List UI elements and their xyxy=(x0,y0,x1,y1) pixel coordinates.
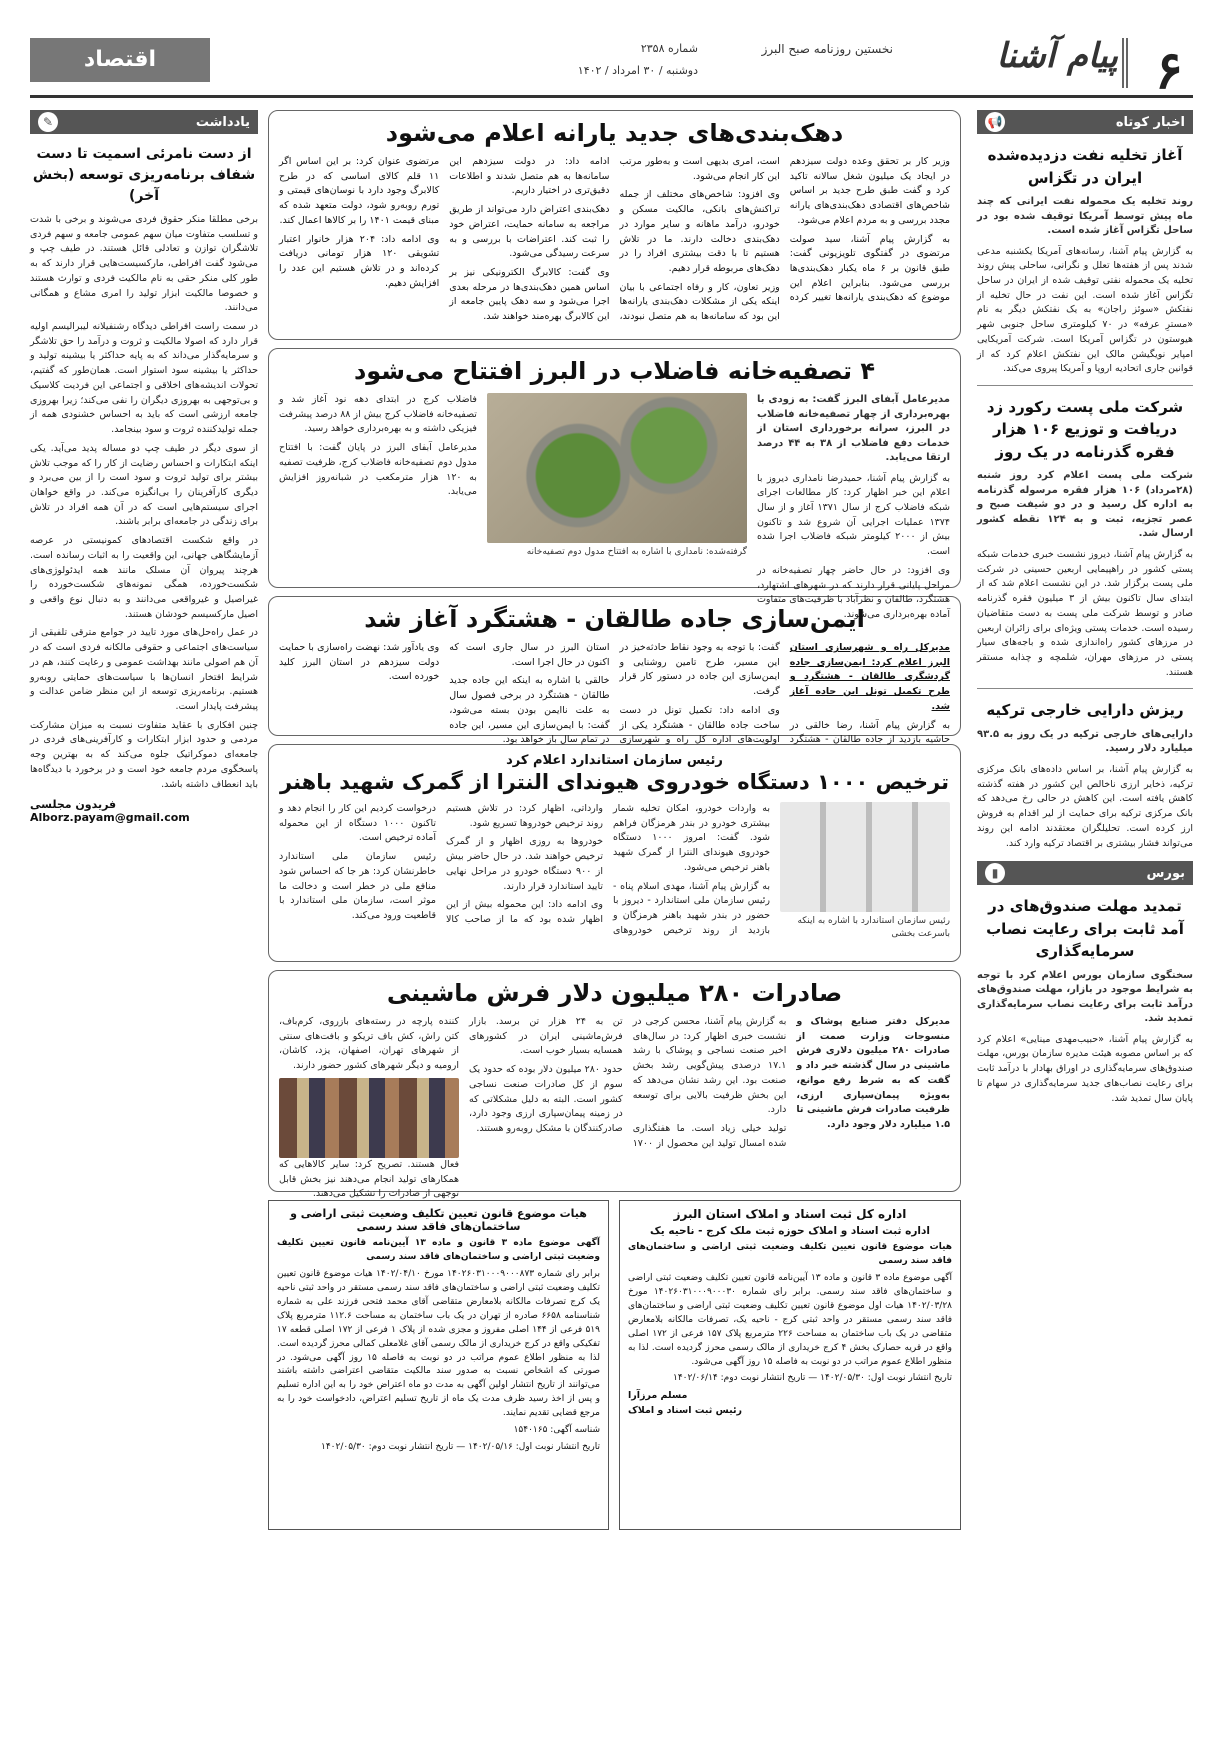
briefs-header xyxy=(977,110,1193,134)
op-ed-label: یادداشت xyxy=(195,114,250,130)
op-ed-column xyxy=(30,110,258,824)
article-paragraph: به گزارش پیام آشنا، رضا خالقی در حاشیه بازدید از جاده طالقان - هشتگرد گفت: با توجه به وجود نقاط حادثه‌خیز در این مسیر، طرح تامین روشنایی و ایمن‌سازی این جاده در دستور کار قرار گرفت. xyxy=(619,642,950,746)
photo-caption: رئیس سازمان استاندارد با اشاره به اینکه باسرعت بخشی xyxy=(797,916,950,939)
page-number: ۶ xyxy=(1155,40,1183,101)
main-column xyxy=(268,110,961,1530)
article-body xyxy=(279,155,950,325)
brief-lead: روند تخلیه یک محموله نفت ایرانی که چند ماه پیش توسط آمریکا توقیف شده بود در ساحل تگزاس آغاز شده است. xyxy=(977,196,1193,236)
article-paragraph: مدیرعامل آبفای البرز در پایان گفت: با افتتاح مدول دوم تصفیه‌خانه فاضلاب کرج، ظرفیت تصفیه به ۱۲۰ هزار مترمکعب در شبانه‌روز افزایش می‌یابد. xyxy=(279,442,477,498)
article-title: ۴ تصفیه‌خانه فاضلاب در البرز افتتاح می‌شود xyxy=(353,357,876,385)
notice-subtitle: اداره ثبت اسناد و املاک حوزه ثبت ملک کرج - ناحیه یک xyxy=(650,1225,930,1237)
bourse-box xyxy=(977,861,1193,1106)
notice-registry xyxy=(619,1200,961,1530)
notice-code: شناسه آگهی: ۱۵۴۰۱۶۵ xyxy=(513,1425,600,1436)
article-paragraph: وی ادامه داد: ۲۰۴ هزار خانوار اعتبار تشویقی ۱۲۰ هزار تومانی دریافت کرده‌اند و در تلاش هستیم این عدد را افزایش دهیم. xyxy=(279,233,440,289)
brief-body: به گزارش پیام آشنا، رسانه‌های آمریکا یکشنبه مدعی شدند پس از هفته‌ها تعلل و نگرانی، ساحلی پیش روند تخلیه یک محموله نفتی توقیف شده از ایران در ساحل تگزاس آغاز شده است. این نفت در حال تخلیه از نفتکش «سوئز راجان» به یک نفتکش دیگر به نام «مسترِ عرفه» در ۷۰ کیلومتری ساحل جنوبی شهر هیوستون در تگزاس آمریکا است. شرکت آمریکایی امپایر نویگیشن مالک این نفتکش اعلام کرد که از قوانین جاری اتحادیه اروپا و آمریکا پیروی می‌کند. xyxy=(977,245,1193,375)
issue-number: شماره ۲۳۵۸ xyxy=(640,42,698,55)
brief-lead: دارایی‌های خارجی ترکیه در یک روز به ۹۳.۵ میلیارد دلار رسید. xyxy=(977,728,1193,755)
notice-signer: مسلم مرزآرا xyxy=(628,1390,688,1402)
article-body xyxy=(279,641,950,748)
article-layout xyxy=(279,802,950,940)
article-paragraph: به گزارش پیام آشنا، سید صولت مرتضوی در گفتگوی تلویزیونی گفت: طبق قانون بر ۶ ماه یکبار دهک‌بندی‌ها بررسی می‌شود. بنابراین اعلام این موضوع که دهک‌بندی یارانه‌ها تغییر کرده است، امری بدیهی است و به‌طور مرتب این کار انجام می‌شود. xyxy=(619,156,950,304)
brief-item xyxy=(977,144,1193,377)
article-paragraph: فاضلاب کرج در ابتدای دهه نود آغاز شد و تصفیه‌خانه فاضلاب کرج بیش از ۸۸ درصد پیشرفت فیزیکی داشته و به بهره‌برداری خواهد رسید. xyxy=(279,394,477,435)
article-lead: مدیرکل دفتر صنایع پوشاک و منسوجات وزارت صمت از صادرات ۲۸۰ میلیون دلاری فرش ماشینی در سال گذشته خبر داد و گفت که به شرط رفع موانع، به‌ویژه پیمان‌سپاری ارزی، ظرفیت صادرات فرش ماشینی تا ۱.۵ میلیارد دلار وجود دارد. xyxy=(796,1016,950,1131)
article-title: ایمن‌سازی جاده طالقان - هشتگرد آغاز شد xyxy=(364,605,865,633)
article-paragraph: وی افزود: شاخص‌های مختلف از جمله تراکنش‌های بانکی، مالکیت مسکن و خودرو، درآمد ماهانه و سایر موارد در دهک‌بندی دخالت دارند. ما در تلاش هستیم تا با دقت بیشتری افراد را در دهک‌های مربوطه قرار دهیم. xyxy=(619,189,780,275)
article-paragraph: وی افزود: در حال حاضر چهار تصفیه‌خانه در مراحل پایانی قرار دارند که در شهرهای اشتهارد، هشتگرد، طالقان و نظرآباد با ظرفیت‌های متفاوت آماده بهره‌برداری می‌شوند. xyxy=(756,564,950,620)
issue-date: دوشنبه / ۳۰ امرداد / ۱۴۰۲ xyxy=(577,64,698,77)
op-ed-paragraph: در سمت راست افراطی دیدگاه رشنفیلانه لیبرالیسم اولیه قرار دارد که اصولا مالکیت و ثروت و درآمد را حق تلاشگر و سرمایه‌گذار می‌داند که به پایه حداکثر یا بیشینه تولید و حداکثر یا بیشینه سود استوار است. همان‌طور که گفتیم، تحولات اندیشه‌های اخلاقی و اجتماعی این فردیت کلاسیک و بی‌توجهی به بهروزی دیگران را نفی می‌کند؛ زیرا بهروزی جامعه ارزشی است که باید به احساس خشنودی همه از جمله تولیدکننده ثروت و سود بینجامد. xyxy=(30,321,258,436)
divider xyxy=(977,385,1193,386)
brief-item xyxy=(977,396,1193,680)
op-ed-title: از دست نامرئی اسمیت تا دست شفاف برنامه‌ریزی توسعه (بخش آخر) xyxy=(32,146,256,204)
article-kicker: رئیس سازمان استاندارد اعلام کرد xyxy=(506,753,723,768)
article-photo-block xyxy=(487,393,747,627)
article-taleghan-road xyxy=(268,596,961,746)
bourse-label: بورس xyxy=(1146,865,1185,881)
article-layout xyxy=(279,393,950,627)
article-body xyxy=(469,1015,950,1206)
legal-notices xyxy=(268,1200,961,1530)
wastewater-plant-photo xyxy=(487,393,747,543)
notice-title: اداره کل ثبت اسناد و املاک استان البرز xyxy=(673,1207,907,1221)
notice-signer-title: رئیس ثبت اسناد و املاک xyxy=(628,1405,742,1417)
briefs-label: اخبار کوتاه xyxy=(1115,114,1185,130)
notice-body: آگهی موضوع ماده ۳ قانون و ماده ۱۳ آیین‌نامه قانون تعیین تکلیف وضعیت ثبتی اراضی و ساختمان‌های فاقد سند رسمی. برابر رای شماره ۱۴۰۲۶۰۳۱۰۰۰۹۰۰۰۳۰ مورخ ۱۴۰۲/۰۳/۲۸ هیات اول موضوع قانون تعیین تکلیف وضعیت ثبتی اراضی و ساختمان‌های فاقد سند رسمی مستقر در واحد ثبتی کرج - ناحیه یک، تصرفات مالکانه بلامعارض متقاضی در یک باب ساختمان به مساحت ۲۲۶ مترمربع پلاک ۱۵۷ فرعی از ۱۷۲ اصلی واقع در قریه حصارک بخش ۴ کرج خریداری از مالک رسمی محرز گردیده است. لذا به منظور اطلاع عموم مراتب در دو نوبت به فاصله ۱۵ روز آگهی می‌شود. xyxy=(628,1272,952,1367)
brief-title: آغاز تخلیه نفت دزدیده‌شده ایران در تگزاس xyxy=(987,146,1183,187)
article-paragraph: فعال هستند. تصریح کرد: سایر کالاهایی که همکارهای تولید انجام می‌دهند نیز بخش قابل توجهی از صادرات را تشکیل می‌دهند. xyxy=(279,1158,459,1200)
article-carpets xyxy=(268,970,961,1200)
article-paragraph: به گزارش پیام آشنا، حمیدرضا نامداری دیروز با اعلام این خبر اظهار کرد: کار مطالعات اجرای شبکه فاضلاب کرج از سال ۱۳۷۱ آغاز و از سال ۱۳۷۴ عملیات اجرایی آن شروع شد و تاکنون بیش از ۲۰۰۰ کیلومتر شبکه فاضلاب اجرا شده است. xyxy=(756,472,951,558)
op-ed-author: فریدون مجلسی xyxy=(30,798,117,812)
article-paragraph: وی ادامه داد: تکمیل تونل در دست ساخت جاده طالقان - هشتگرد یکی از اولویت‌های اداره کل راه و شهرسازی استان البرز در سال جاری است که اکنون در حال اجرا است. xyxy=(449,642,780,746)
notepad-icon: ✎ xyxy=(38,112,58,132)
contact-email[interactable]: Alborz.payam@gmail.com xyxy=(30,811,190,825)
article-paragraph: حدود ۲۸۰ میلیون دلار بوده که حدود یک سوم از کل صادرات صنعت نساجی کشور است. البته به دلیل مشکلاتی که در زمینه پیمان‌سپاری ارزی وجود دارد، صادرکنندگان با مشکل روبه‌رو هستند. xyxy=(469,1064,623,1135)
article-text-right xyxy=(757,393,950,627)
notice-heading: آگهی موضوع ماده ۳ قانون و ماده ۱۳ آیین‌نامه قانون تعیین تکلیف وضعیت ثبتی اراضی و ساختمان‌های فاقد سند رسمی xyxy=(277,1238,600,1262)
newspaper-tagline: نخستین روزنامه صبح البرز xyxy=(761,42,893,56)
article-body xyxy=(279,802,770,940)
notice-heading: هیات موضوع قانون تعیین تکلیف وضعیت ثبتی اراضی و ساختمان‌های فاقد سند رسمی xyxy=(628,1242,952,1266)
article-paragraph: مرتضوی عنوان کرد: بر این اساس اگر ۱۱ قلم کالای اساسی که در طرح کالابرگ وجود دارد با نوسان‌های قیمتی و تورم روبه‌رو شود، دولت متعهد شده که مبنای قیمت ۱۴۰۱ را بر کالاها اعمال کند. xyxy=(279,156,440,226)
article-title: دهک‌بندی‌های جدید یارانه اعلام می‌شود xyxy=(385,119,844,147)
brief-title: شرکت ملی پست رکورد زد دریافت و توزیع ۱۰۶ هزار فقره گذرنامه در یک روز xyxy=(986,397,1184,461)
article-paragraph: به گزارش پیام آشنا، محسن کرجی در نشست خبری اظهار کرد: در سال‌های اخیر صنعت نساجی و پوشاک با رشد ۱۷.۱ درصدی پیش‌گویی رشد بخش صنعت بود. این رشد نشان می‌دهد که این بخش ظرفیت بالایی برای توسعه دارد. xyxy=(632,1016,787,1116)
op-ed-header xyxy=(30,110,258,134)
op-ed-paragraph: برخی مطلقا منکر حقوق فردی می‌شوند و برخی با شدت و تسلسب متفاوت میان سهم عمومی جامعه و سهم فردی تلاشگران توازن و تعادلی قائل هستند. در طیف چپ و می‌شود گفت افراطی، مارکسیست‌هایی قرار دارند که به طور کلی منکر حقی به نام مالکیت فردی و توارث هستند و خصوصا مالکیت ابزار تولید را امری مشاع و همگانی می‌دانند. xyxy=(30,214,258,314)
header-stripes xyxy=(1122,38,1128,88)
article-paragraph: وی گفت: کالابرگ الکترونیکی نیز بر اساس همین دهک‌بندی‌ها در مرحله بعدی اجرا می‌شود و سه دهک پایین جامعه از این کالابرگ بهره‌مند خواهند شد. xyxy=(449,267,610,323)
notice-land-committee xyxy=(268,1200,609,1530)
article-paragraph: کننده پارچه در رسته‌های بازروی، کرم‌باف، کتن راش، کش باف تریکو و بافت‌های سنتی از شهرهای تهران، اصفهان، یزد، کاشان، ارومیه و دیگر شهرهای کشور حضور دارند. xyxy=(279,1016,459,1072)
article-photo-block xyxy=(780,802,950,940)
op-ed-paragraph: در واقع شکست اقتصادهای کمونیستی در عرصه آزمایشگاهی جهانی، این واقعیت را به اثبات رسانده است. هرچند پیروان آن مسلک مانند همه ایدئولوژی‌های شکست‌خورده، همگی نمونه‌های شکست‌خورده را غیراصیل و غیرواقعی می‌دانند و به دنبال نوع واقعی و اصیل مارکسیسم خودشان هستند. xyxy=(30,535,258,620)
article-paragraph: به گزارش پیام آشنا، مهدی اسلام پناه - رئیس سازمان ملی استاندارد - دیروز با حضور در بندر شهید باهنر هرمزگان و بازدید از روند ترخیص خودروهای وارداتی، اظهار کرد: در تلاش هستیم روند ترخیص خودروها تسریع شود. xyxy=(446,803,770,936)
bourse-title: تمدید مهلت صندوق‌های در آمد ثابت برای رعایت نصاب سرمایه‌گذاری xyxy=(986,897,1184,961)
notice-dates: تاریخ انتشار نوبت اول: ۱۴۰۲/۰۵/۱۶ — تاریخ انتشار نوبت دوم: ۱۴۰۲/۰۵/۳۰ xyxy=(321,1442,600,1453)
article-paragraph: وزیر کار بر تحقق وعده دولت سیزدهم در ایجاد یک میلیون شغل سالانه تاکید کرد و گفت طبق طرح جدید بر اساس شاخص‌های اقتصادی دهک‌بندی‌های یارانه مجدد بررسی و به مردم اعلام می‌شود. xyxy=(789,156,950,226)
article-paragraph: دهک‌بندی اعتراض دارد می‌تواند از طریق مراجعه به سامانه حمایت، اعتراض خود را ثبت کند. اعتراضات با بررسی و به سرعت رسیدگی می‌شود. xyxy=(449,204,610,260)
bourse-header xyxy=(977,861,1193,885)
article-paragraph: خالقی با اشاره به اینکه این جاده جدید طالقان - هشتگرد در برخی فصول سال به علت ناایمن بودن بسته می‌شود، گفت: با ایمن‌سازی این مسیر، این جاده در تمام سال باز خواهد بود. xyxy=(449,675,610,746)
article-paragraph: رئیس سازمان ملی استاندارد خاطرنشان کرد: هر جا که احساس شود منافع ملی در خطر است و دخالت ما موثر است، سازمان ملی استاندارد با قاطعیت ورود می‌کند. xyxy=(279,851,436,922)
article-paragraph: وی یادآور شد: نهضت راه‌سازی با حمایت دولت سیزدهم در استان البرز کلید خورده است. xyxy=(279,642,440,683)
bourse-lead: سخنگوی سازمان بورس اعلام کرد با توجه به شرایط موجود در بازار، مهلت صندوق‌های درآمد ثابت برای رعایت نصاب سرمایه‌گذاری تمدید شد. xyxy=(977,969,1193,1025)
brief-body: به گزارش پیام آشنا، دیروز نشست خبری خدمات شبکه پستی کشور در راهپیمایی اربعین حسینی در شرکت ملی پست برگزار شد. در این نشست اعلام شد که از ابتدای سال تاکنون بیش از ۳ میلیون فقره گذرنامه صادر و توسط شرکت ملی پست به دست متقاضیان رسیده است. خدمات پستی ویژه‌ای برای زائران اربعین در مرزهای کشور راه‌اندازی شده و باجه‌های سیار پستی در مرزهای مهران، شلمچه و چذابه مستقر هستند. xyxy=(977,548,1194,678)
article-paragraph: به واردات خودرو، امکان تخلیه شمار بیشتری خودرو در بندر هرمزگان فراهم شود. گفت: امروز ۱۰۰۰ دستگاه خودروی هیوندای النترا از گمرک شهید باهنر ترخیص می‌شود. xyxy=(613,803,770,873)
notice-dates: تاریخ انتشار نوبت اول: ۱۴۰۲/۰۵/۳۰ — تاریخ انتشار نوبت دوم: ۱۴۰۲/۰۶/۱۴ xyxy=(673,1373,952,1384)
article-cars xyxy=(268,744,961,962)
op-ed-paragraph: از سوی دیگر در طیف چپ دو مساله پدید می‌آید. یکی اینکه ابتکارات و احساس رضایت از کار را که موجب تلاش بیشتر برای تولید ثروت و سود است را از بین می‌برد و دیگری کارآفرینان را بی‌انگیزه می‌کند. در واقع خواهان اجرای سیستم‌هایی است که در آن همه افراد در تلاش برای زندگی در جامعه‌ای برابر باشند. xyxy=(30,442,258,528)
brief-item xyxy=(977,699,1193,851)
cars-photo xyxy=(780,802,950,912)
brief-title: ریزش دارایی خارجی ترکیه xyxy=(986,701,1184,720)
article-title: ترخیص ۱۰۰۰ دستگاه خودروی هیوندای النترا از گمرک شهید باهنر xyxy=(280,770,949,794)
notice-body: برابر رای شماره ۱۴۰۲۶۰۳۱۰۰۰۹۰۰۰۸۷۳ مورخ ۱۴۰۲/۰۴/۱۰ هیات موضوع قانون تعیین تکلیف وضعیت ثبتی اراضی و ساختمان‌های فاقد سند رسمی مستقر در واحد ثبتی ناحیه یک کرج تصرفات مالکانه بلامعارض متقاضی آقای محمد فتحی فرزند علی به شماره شناسنامه ۶۶۵۸ صادره از تهران در یک باب ساختمان به مساحت ۱۱۲.۶ مترمربع پلاک ۵۱۹ فرعی از ۱۴۴ اصلی مفروز و مجزی شده از پلاک ۱ فرعی از ۱۷۲ اصلی قطعه ۱۷ تفکیکی واقع در کرج خریداری از مالک رسمی آقای غلامعلی کمالی محرز گردیده است. لذا به منظور اطلاع عموم مراتب در دو نوبت به فاصله ۱۵ روز آگهی می‌شود. در صورتی که اشخاص نسبت به صدور سند مالکیت متقاضی اعتراضی داشته باشند می‌توانند از تاریخ انتشار اولین آگهی به مدت دو ماه اعتراض خود را به این اداره تسلیم و پس از اخذ رسید ظرف مدت یک ماه از تاریخ تسلیم اعتراض، دادخواست خود را به مرجع قضایی تقدیم نمایند. xyxy=(277,1268,600,1419)
article-title: صادرات ۲۸۰ میلیون دلار فرش ماشینی xyxy=(386,979,843,1007)
article-subsidy xyxy=(268,110,961,340)
article-lead: مدیرکل راه و شهرسازی استان البرز اعلام کرد: ایمن‌سازی جاده گردشگری طالقان - هشتگرد و طرح تکمیل تونل این جاده آغاز شد. xyxy=(789,642,950,712)
photo-caption: گرفته‌شده: نامداری با اشاره به افتتاح مدول دوم تصفیه‌خانه xyxy=(526,547,747,557)
article-paragraph: خودروها به روزی اظهار و از گمرک ترخیص خواهند شد. در حال حاضر بیش از ۹۰۰ دستگاه خودرو در مراحل نهایی تایید استاندارد قرار دارند. xyxy=(446,836,603,892)
article-paragraph: وی ادامه داد: این محموله بیش از این اظهار شده بود که ما از صاحب کالا درخواست کردیم این کار را انجام دهد و تاکنون ۱۰۰۰ دستگاه از این محموله آماده ترخیص است. xyxy=(279,803,603,926)
article-text-left xyxy=(279,393,477,627)
article-paragraph: تولید خیلی زیاد است. ما هفتگذاری شده امسال تولید این محصول از ۱۷۰۰ تن به ۲۴ هزار تن برسد. بازار فرش‌ماشینی ایران در کشورهای همسایه بسیار خوب است. xyxy=(469,1016,787,1149)
article-lead: مدیرعامل آبفای البرز گفت: به زودی با بهره‌برداری از چهار تصفیه‌خانه فاضلاب در البرز، سرانه برخورداری استان از خدمات دفع فاضلاب از ۳۸ به ۴۴ درصد ارتقا می‌یابد. xyxy=(756,394,950,463)
chart-icon: ▮ xyxy=(985,863,1005,883)
newspaper-logo: پیام آشنا xyxy=(996,36,1118,76)
op-ed-paragraph: در عمل راه‌حل‌های مورد تایید در جوامع مترقی تلفیقی از سیاست‌های اجتماعی و حقوقی مالکانه فردی است که در آن هم اصولی مانند بهداشت عمومی و رعایت کنند، هم در شرایط افتخار انسان‌ها با سیاست‌های حمایتی روبه‌رو هستیم. برنامه‌ریزی توسعه از این منظر ضامن عدالت و پیشرفت پایدار است. xyxy=(30,627,258,712)
megaphone-icon: 📢 xyxy=(985,112,1005,132)
divider xyxy=(977,688,1193,689)
bourse-body: به گزارش پیام آشنا، «حبیب‌مهدی مینایی» اعلام کرد که بر اساس مصوبه هیئت مدیره سازمان بورس، مهلت صندوق‌های سرمایه‌گذاری در اوراق بهادار با درآمد ثابت برای رعایت نصاب‌های جدید سرمایه‌گذاری در سهام تا پایان سال تمدید شد. xyxy=(977,1033,1193,1104)
page-header xyxy=(30,30,1193,101)
article-layout xyxy=(279,1015,950,1206)
op-ed-paragraph: چنین افکاری با عقاید متفاوت نسبت به میزان مشارکت مردمی و حدود ابزار ابتکارات و کارآفرینی‌های فردی در جامعه‌ای دموکراتیک جلوه می‌کند که به بهترین وجه پاسخگوی مردم جامعه خود است و در برخورد با دیدگاه‌ها باید انعطاف داشته باشد. xyxy=(30,719,258,790)
brief-body: به گزارش پیام آشنا، بر اساس داده‌های بانک مرکزی ترکیه، ذخایر ارزی ناخالص این کشور در هفته گذشته کاهش یافته است. این کاهش در حالی رخ می‌دهد که بانک مرکزی ترکیه برای حمایت از لیر اقدام به فروش ارز کرده است. تحلیلگران معتقدند ادامه این روند می‌تواند فشار بیشتری بر اقتصاد ترکیه وارد کند. xyxy=(977,763,1193,849)
article-paragraph: وزیر تعاون، کار و رفاه اجتماعی با بیان اینکه یکی از مشکلات دهک‌بندی یارانه‌ها این بود که سامانه‌ها به هم متصل نبودند، ادامه داد: در دولت سیزدهم این سامانه‌ها به هم متصل شدند و اطلاعات دقیق‌تری در اختیار داریم. xyxy=(449,156,780,323)
section-label: اقتصاد xyxy=(30,38,210,82)
article-side-block xyxy=(279,1015,459,1206)
brief-lead: شرکت ملی پست اعلام کرد روز شنبه (۲۸مرداد) ۱۰۶ هزار فقره مرسوله گذرنامه به اداره کل رسید و در دو شیفت صبح و عصر تجزیه، ثبت و به ۱۲۴ نقطه کشور ارسال شد. xyxy=(977,470,1193,540)
carpets-photo xyxy=(279,1078,459,1158)
briefs-column xyxy=(977,110,1193,1110)
notice-title: هیات موضوع قانون تعیین تکلیف وضعیت ثبتی اراضی و ساختمان‌های فاقد سند رسمی xyxy=(290,1207,587,1233)
